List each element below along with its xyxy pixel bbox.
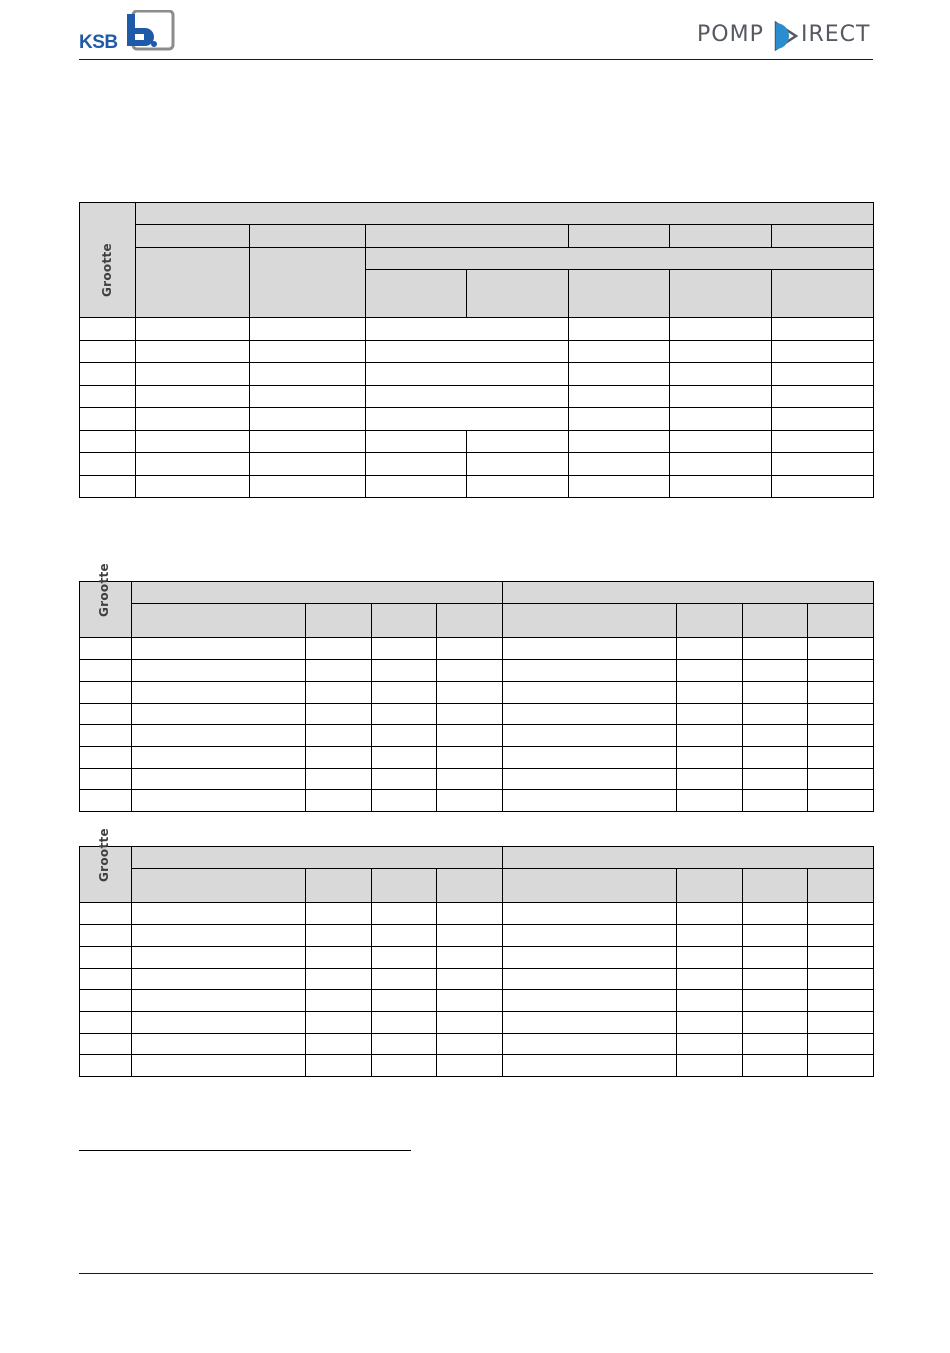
size-header-label: Grootte: [96, 828, 111, 882]
ksb-logo-mark: [124, 10, 176, 52]
size-header-label: Grootte: [96, 563, 111, 617]
table-row: [80, 453, 874, 476]
table-row: [80, 408, 874, 431]
table-row: [80, 638, 874, 660]
size-header-cell: [80, 203, 136, 318]
footer-rule: [79, 1273, 873, 1274]
table-row: [80, 476, 874, 498]
header-rule: [79, 59, 873, 60]
size-header-label: Grootte: [99, 243, 114, 297]
table-row: [80, 903, 874, 925]
pompdirect-play-icon: [773, 21, 799, 51]
size-header-cell: [80, 563, 132, 638]
table-row: [80, 1012, 874, 1034]
table-row: [80, 386, 874, 408]
table-row: [80, 341, 874, 363]
table-row: [80, 682, 874, 704]
table-row: [80, 725, 874, 747]
table-2: [79, 563, 874, 812]
table-row: [80, 660, 874, 682]
table-row: [80, 704, 874, 725]
pompdirect-logo-left: POMP: [697, 22, 764, 47]
table-row: [80, 747, 874, 769]
table-row: [80, 1034, 874, 1055]
table-row: [80, 1055, 874, 1077]
table-row: [80, 947, 874, 969]
table-row: [80, 969, 874, 990]
table-row: [80, 925, 874, 947]
table-row: [80, 990, 874, 1012]
pompdirect-logo: [697, 20, 873, 54]
table-1: [79, 202, 874, 498]
size-header-cell: [80, 828, 132, 903]
table-row: [80, 790, 874, 812]
ksb-logo: [79, 10, 175, 52]
table-row: [80, 318, 874, 341]
ksb-logo-text: KSB: [79, 32, 118, 53]
pompdirect-logo-right: IRECT: [801, 22, 871, 47]
table-row: [80, 431, 874, 453]
table-row: [80, 769, 874, 790]
footnote-separator: [79, 1150, 411, 1151]
table-3: [79, 828, 874, 1077]
group-header: [136, 203, 874, 225]
table-row: [80, 363, 874, 386]
